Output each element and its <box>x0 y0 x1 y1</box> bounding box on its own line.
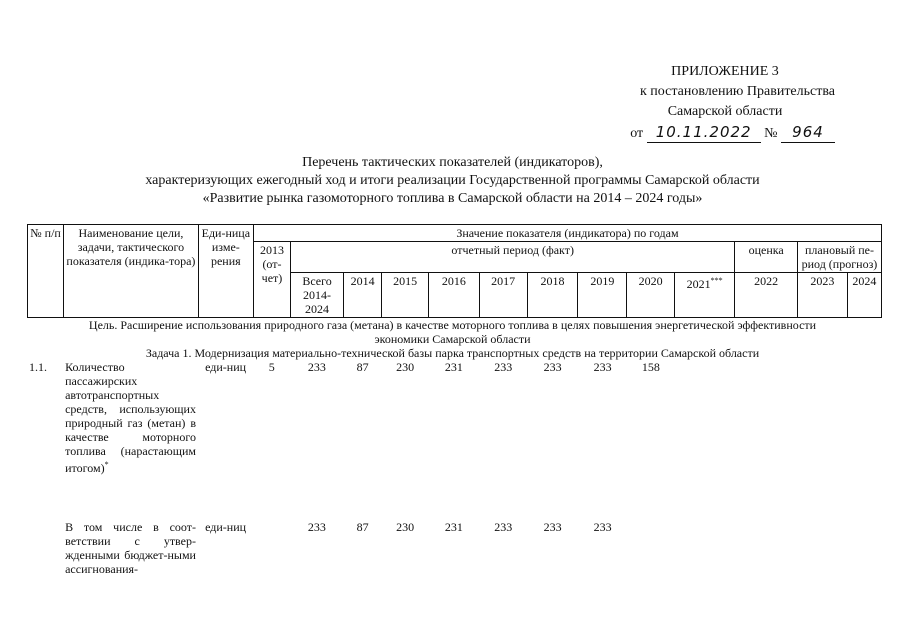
value-2019: 233 <box>593 360 612 374</box>
value-2021 <box>675 520 736 576</box>
value-2023 <box>798 360 848 520</box>
table-row <box>27 520 882 576</box>
appendix-header <box>555 62 835 144</box>
value-2015: 230 <box>396 520 415 534</box>
value-2022 <box>735 360 798 520</box>
title-line1: Перечень тактических показателей (индикаторов), <box>302 155 603 170</box>
task-1-heading: Задача 1. Модернизация материально-технической базы парка транспортных средств на территории Самарской области <box>145 346 760 360</box>
value-2021 <box>675 360 736 520</box>
value-2020 <box>627 520 675 576</box>
value-2022 <box>735 520 798 576</box>
indicator-name: Количество пассажирских автотранспортных средств, использующих природный газ (метан) в качестве моторного топлива (нарастающим итогом)* <box>65 360 196 475</box>
unit-cell: еди-ниц <box>205 360 247 374</box>
indicator-name: В том числе в соот-ветствии с утвер-жденными бюджет-ными ассигнования- <box>65 520 196 576</box>
col-2022-header: 2022 <box>735 273 798 318</box>
value-2017: 233 <box>494 360 513 374</box>
appendix-title: ПРИЛОЖЕНИЕ 3 <box>671 64 779 79</box>
reported-period-header: отчетный период (факт) <box>291 242 735 273</box>
goal-line2: экономики Самарской области <box>374 332 531 346</box>
value-2013: 5 <box>268 360 275 374</box>
value-2014: 87 <box>356 520 369 534</box>
value-2024 <box>848 360 882 520</box>
goal-text <box>0 318 905 346</box>
appendix-line1: к постановлению Правительства <box>639 84 835 99</box>
value-total: 233 <box>307 520 326 534</box>
col-2016-header: 2016 <box>428 273 479 318</box>
unit-cell: еди-ниц <box>205 520 247 534</box>
value-2015: 230 <box>396 360 415 374</box>
footnote-mark: * <box>104 460 109 469</box>
col-2024-header: 2024 <box>847 273 881 318</box>
row-number: 1.1. <box>29 360 47 374</box>
footnote-mark: *** <box>710 276 723 285</box>
document-title <box>0 154 905 208</box>
col-name-header: Наименование цели, задачи, тактического показателя (индика-тора) <box>64 225 199 318</box>
indicator-table-body <box>27 360 882 576</box>
value-2016: 231 <box>444 360 463 374</box>
value-2020: 158 <box>641 360 660 374</box>
col-2023-header: 2023 <box>797 273 847 318</box>
value-2024 <box>848 520 882 576</box>
appendix-date-line <box>555 122 835 144</box>
col-2017-header: 2017 <box>479 273 527 318</box>
handwritten-number: 964 <box>781 122 835 143</box>
appendix-line2: Самарской области <box>667 104 783 119</box>
col-unit-header: Еди-ница изме-рения <box>198 225 253 318</box>
values-by-year-header: Значение показателя (индикатора) по годам <box>253 225 881 242</box>
row-number <box>27 520 63 576</box>
value-total: 233 <box>307 360 326 374</box>
from-label: от <box>630 126 644 141</box>
number-sign: № <box>764 126 778 141</box>
planned-period-header: плановый пе-риод (прогноз) <box>797 242 881 273</box>
col-2019-header: 2019 <box>578 273 627 318</box>
estimate-header: оценка <box>735 242 798 273</box>
table-row <box>27 360 882 520</box>
col-number-header: № п/п <box>28 225 64 318</box>
value-2014: 87 <box>356 360 369 374</box>
value-2013 <box>253 520 290 576</box>
handwritten-date: 10.11.2022 <box>647 122 761 143</box>
value-2019: 233 <box>593 520 612 534</box>
goal-line1: Цель. Расширение использования природного газа (метана) в качестве моторного топлива в целях повышения энергетической эффективности <box>88 318 817 332</box>
col-2013-header: 2013 (от-чет) <box>253 242 290 318</box>
value-2016: 231 <box>444 520 463 534</box>
col-total-header: Всего 2014-2024 <box>291 273 344 318</box>
col-2018-header: 2018 <box>527 273 578 318</box>
col-2015-header: 2015 <box>382 273 429 318</box>
title-line3: «Развитие рынка газомоторного топлива в Самарской области на 2014 – 2024 годы» <box>202 191 703 206</box>
value-2018: 233 <box>543 520 562 534</box>
value-2017: 233 <box>494 520 513 534</box>
title-line2: характеризующих ежегодный ход и итоги реализации Государственной программы Самарской области <box>145 173 760 188</box>
col-2021-header: 2021*** <box>674 273 734 318</box>
col-2014-header: 2014 <box>344 273 382 318</box>
indicator-table-header <box>27 224 882 318</box>
value-2018: 233 <box>543 360 562 374</box>
col-2020-header: 2020 <box>627 273 675 318</box>
value-2023 <box>798 520 848 576</box>
